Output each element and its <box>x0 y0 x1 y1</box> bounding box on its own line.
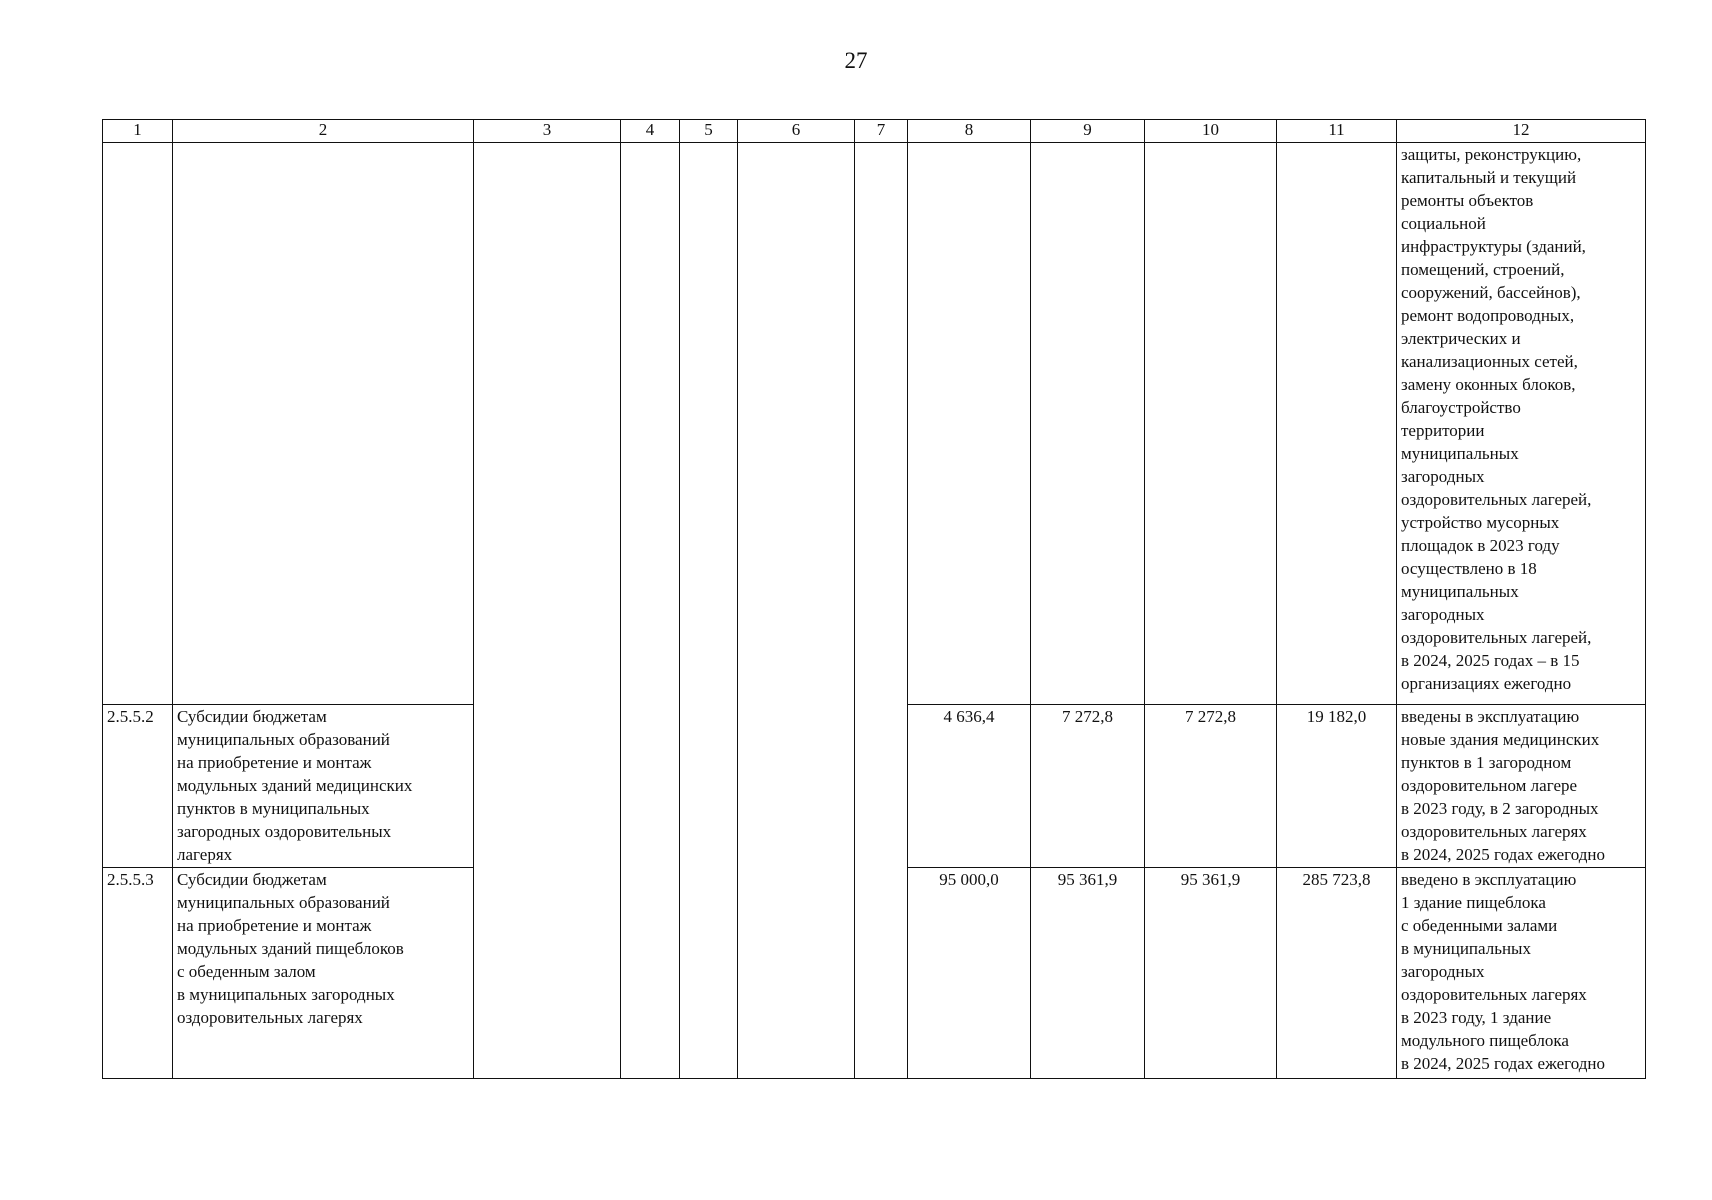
empty-cell <box>103 143 173 705</box>
value-col-8: 4 636,4 <box>908 705 1031 868</box>
empty-cell <box>738 143 855 1079</box>
page-number: 27 <box>844 48 868 73</box>
column-number: 6 <box>738 120 855 143</box>
value-col-9: 7 272,8 <box>1031 705 1145 868</box>
column-number: 4 <box>621 120 680 143</box>
value-col-10: 95 361,9 <box>1145 868 1277 1079</box>
value-col-8: 95 000,0 <box>908 868 1031 1079</box>
empty-cell <box>1145 143 1277 705</box>
empty-cell <box>908 143 1031 705</box>
value-col-11: 285 723,8 <box>1277 868 1397 1079</box>
continuation-row <box>103 143 1646 705</box>
column-number: 2 <box>173 120 474 143</box>
continuation-text: защиты, реконструкцию, капитальный и текущий ремонты объектов социальной инфраструктуры (зданий, помещений, строений, сооружений, бассейнов), ремонт водопроводных, электрических и канализационных сетей, замену оконных блоков, благоустройство территории муниципальных загородных оздоровительных лагерей, устройство мусорных площадок в 2023 году осуществлено в 18 муниципальных загородных оздоровительных лагерей, в 2024, 2025 годах – в 15 организациях ежегодно <box>1397 143 1646 705</box>
empty-cell <box>1277 143 1397 705</box>
empty-cell <box>1031 143 1145 705</box>
column-number: 12 <box>1397 120 1646 143</box>
row-result: введены в эксплуатацию новые здания медицинских пунктов в 1 загородном оздоровительном лагере в 2023 году, в 2 загородных оздоровительных лагерях в 2024, 2025 годах ежегодно <box>1397 705 1646 868</box>
column-number: 9 <box>1031 120 1145 143</box>
column-number: 8 <box>908 120 1031 143</box>
column-number: 1 <box>103 120 173 143</box>
program-table <box>102 119 1646 1079</box>
column-number: 7 <box>855 120 908 143</box>
empty-cell <box>855 143 908 1079</box>
column-number: 5 <box>680 120 738 143</box>
empty-cell <box>680 143 738 1079</box>
empty-cell <box>474 143 621 1079</box>
column-number: 10 <box>1145 120 1277 143</box>
row-code: 2.5.5.3 <box>103 868 173 1079</box>
row-description: Субсидии бюджетам муниципальных образований на приобретение и монтаж модульных зданий пищеблоков с обеденным залом в муниципальных загородных оздоровительных лагерях <box>173 868 474 1079</box>
row-code: 2.5.5.2 <box>103 705 173 868</box>
empty-cell <box>621 143 680 1079</box>
row-result: введено в эксплуатацию 1 здание пищеблока с обеденными залами в муниципальных загородных оздоровительных лагерях в 2023 году, 1 здание модульного пищеблока в 2024, 2025 годах ежегодно <box>1397 868 1646 1079</box>
value-col-10: 7 272,8 <box>1145 705 1277 868</box>
column-number-row <box>103 120 1646 143</box>
row-description: Субсидии бюджетам муниципальных образований на приобретение и монтаж модульных зданий медицинских пунктов в муниципальных загородных оздоровительных лагерях <box>173 705 474 868</box>
empty-cell <box>173 143 474 705</box>
column-number: 3 <box>474 120 621 143</box>
value-col-9: 95 361,9 <box>1031 868 1145 1079</box>
value-col-11: 19 182,0 <box>1277 705 1397 868</box>
column-number: 11 <box>1277 120 1397 143</box>
